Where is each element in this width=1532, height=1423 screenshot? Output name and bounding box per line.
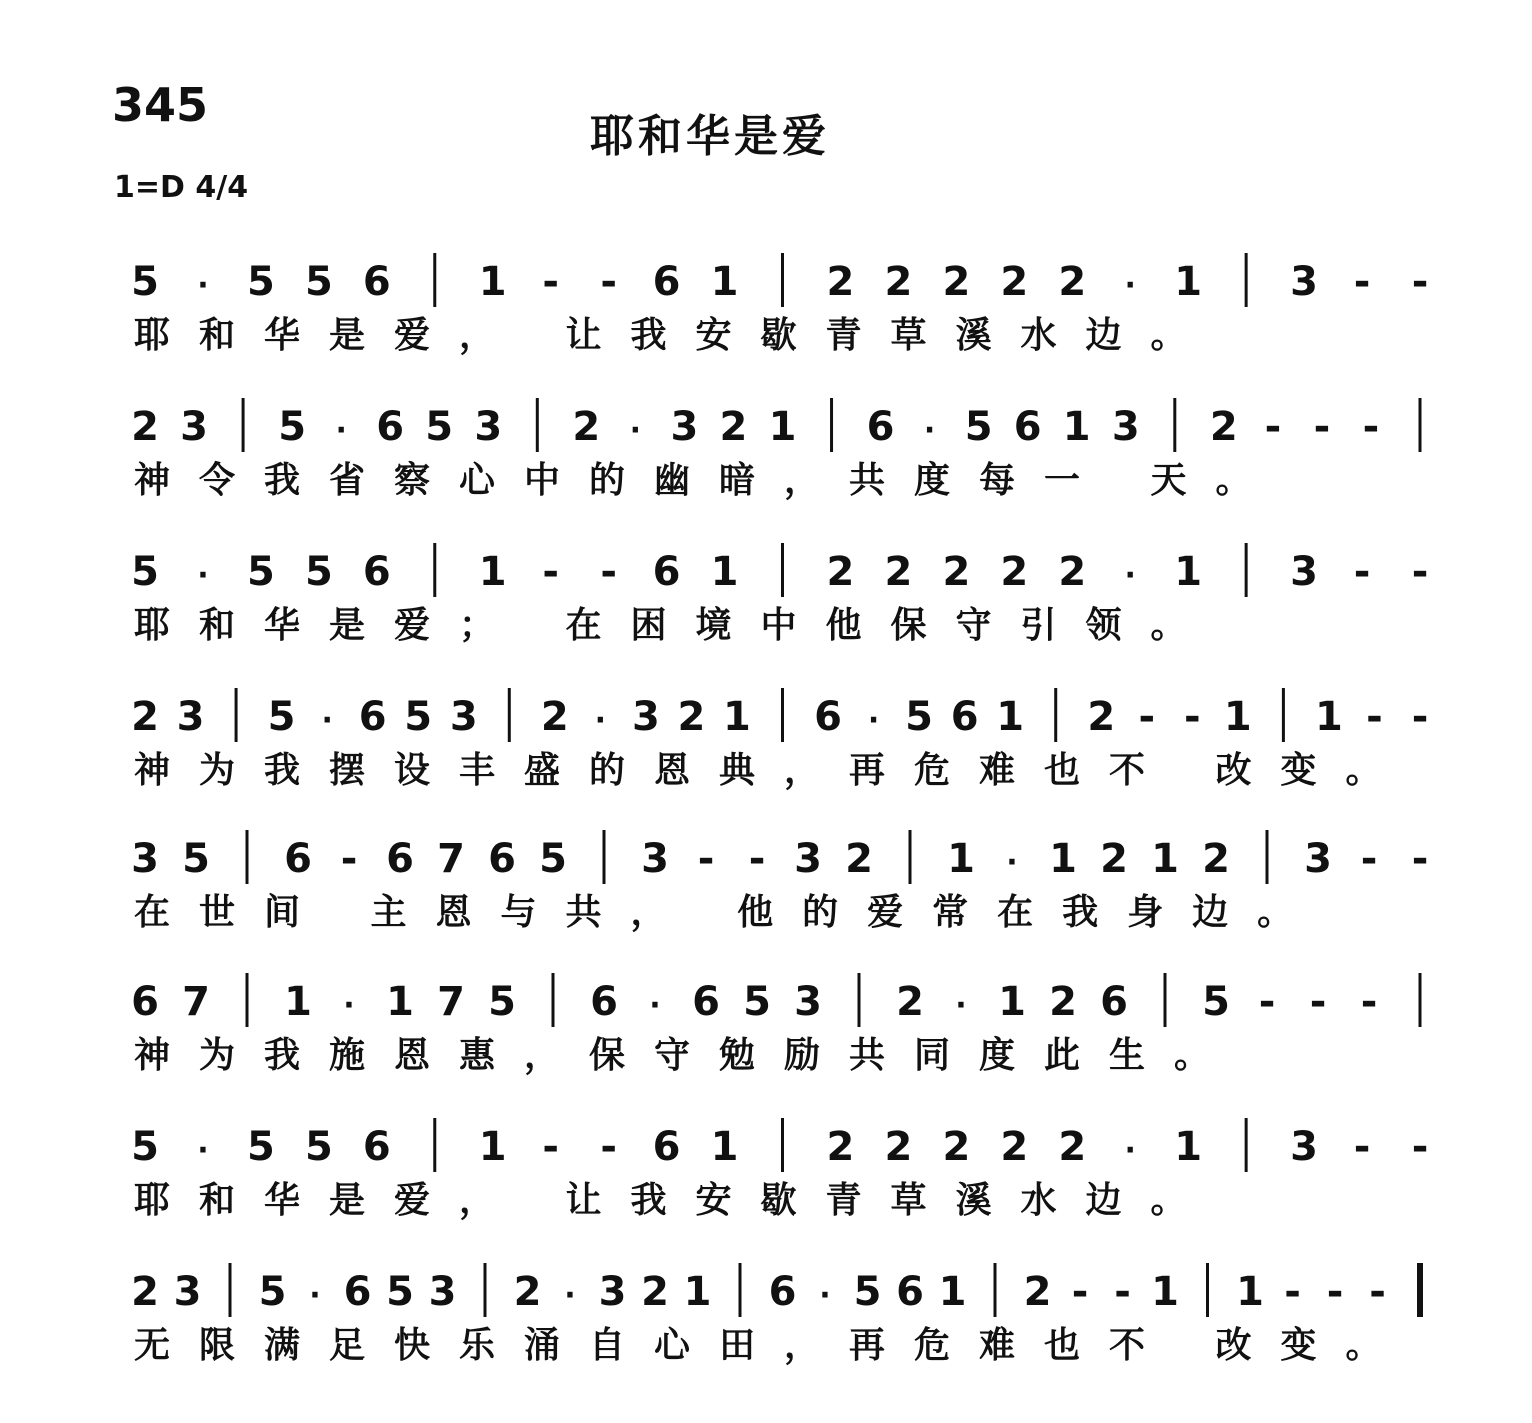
dot-mark: · — [564, 1278, 576, 1313]
note: 2 — [942, 1124, 971, 1170]
note: 5 — [246, 1124, 275, 1170]
note: 6 — [343, 1269, 372, 1315]
note: 5 — [258, 1269, 287, 1315]
score-line — [0, 535, 1532, 675]
note: 5 — [905, 694, 934, 740]
note: 2 — [1000, 1124, 1029, 1170]
note: 2 — [677, 694, 706, 740]
hold-dash: - — [542, 549, 559, 595]
note: 3 — [176, 694, 205, 740]
note: 6 — [362, 549, 391, 595]
note: 7 — [437, 836, 465, 882]
note: 2 — [131, 694, 159, 740]
note: 2 — [1100, 836, 1128, 882]
note: 2 — [826, 1124, 855, 1170]
note: 1 — [996, 694, 1025, 740]
note: 5 — [304, 259, 333, 305]
note: 2 — [131, 404, 159, 450]
lyrics-line: 神为我施恩惠，保守勉励共同度此生。 — [134, 1035, 1240, 1076]
hold-dash: - — [1411, 549, 1429, 595]
note: 2 — [1209, 404, 1238, 450]
hold-dash: - — [1309, 979, 1327, 1025]
note: 2 — [1023, 1269, 1052, 1315]
hold-dash: - — [1313, 404, 1331, 450]
note: 2 — [896, 979, 924, 1025]
note: 5 — [267, 694, 296, 740]
note: 2 — [1000, 259, 1029, 305]
note: 5 — [404, 694, 433, 740]
dot-mark: · — [321, 703, 333, 738]
score-line — [0, 965, 1532, 1105]
lyrics-line: 耶和华是爱； 在困境中他保守引领。 — [134, 605, 1216, 646]
note: 5 — [131, 549, 159, 595]
note: 2 — [826, 259, 855, 305]
note: 5 — [131, 259, 159, 305]
lyrics-line: 神为我摆设丰盛的恩典，再危难也不 改变。 — [134, 750, 1411, 791]
note: 6 — [376, 404, 405, 450]
note: 2 — [942, 259, 971, 305]
note: 3 — [428, 1269, 457, 1315]
score-line — [0, 822, 1532, 962]
note: 7 — [182, 979, 210, 1025]
note: 1 — [947, 836, 975, 882]
hold-dash: - — [1184, 694, 1201, 740]
note: 5 — [182, 836, 210, 882]
note: 1 — [1151, 836, 1179, 882]
note: 6 — [590, 979, 618, 1025]
hold-dash: - — [1284, 1269, 1301, 1315]
dot-mark: · — [309, 1278, 321, 1313]
dot-mark: · — [819, 1278, 831, 1313]
score-line — [0, 1255, 1532, 1395]
hold-dash: - — [1366, 694, 1383, 740]
note: 1 — [710, 549, 739, 595]
note: 1 — [710, 259, 739, 305]
note: 1 — [1315, 694, 1343, 740]
note: 5 — [304, 549, 333, 595]
note: 6 — [386, 836, 414, 882]
dot-mark: · — [1124, 1133, 1136, 1168]
dot-mark: · — [649, 988, 661, 1023]
note: 6 — [768, 1269, 797, 1315]
note: 2 — [131, 1269, 159, 1315]
dot-mark: · — [1124, 268, 1136, 303]
hold-dash: - — [1362, 404, 1380, 450]
note: 7 — [437, 979, 465, 1025]
score-line — [0, 245, 1532, 385]
hold-dash: - — [1353, 259, 1371, 305]
note: 3 — [1290, 549, 1319, 595]
hold-dash: - — [1264, 404, 1282, 450]
note: 6 — [950, 694, 979, 740]
hold-dash: - — [1326, 1269, 1344, 1315]
hold-dash: - — [1258, 979, 1276, 1025]
key-signature: 1=D 4/4 — [114, 170, 249, 205]
note: 2 — [845, 836, 873, 882]
note: 1 — [1223, 694, 1252, 740]
note: 2 — [572, 404, 601, 450]
note: 3 — [631, 694, 660, 740]
note: 5 — [386, 1269, 414, 1315]
note: 5 — [539, 836, 567, 882]
hold-dash: - — [1411, 1124, 1429, 1170]
hold-dash: - — [340, 836, 358, 882]
note: 6 — [358, 694, 387, 740]
hold-dash: - — [697, 836, 715, 882]
note: 1 — [723, 694, 751, 740]
note: 2 — [1202, 836, 1230, 882]
hold-dash: - — [1411, 694, 1429, 740]
hold-dash: - — [1369, 1269, 1386, 1315]
note: 2 — [1058, 549, 1087, 595]
note: 2 — [942, 549, 971, 595]
note: 2 — [513, 1269, 542, 1315]
score-line — [0, 680, 1532, 820]
note: 2 — [884, 259, 913, 305]
hold-dash: - — [1114, 1269, 1131, 1315]
note: 3 — [173, 1269, 202, 1315]
dot-mark: · — [343, 988, 355, 1023]
note: 3 — [641, 836, 669, 882]
note: 5 — [853, 1269, 882, 1315]
hold-dash: - — [600, 259, 617, 305]
hold-dash: - — [600, 1124, 617, 1170]
note: 2 — [1049, 979, 1077, 1025]
note: 2 — [884, 549, 913, 595]
note: 5 — [488, 979, 516, 1025]
note: 2 — [719, 404, 748, 450]
note: 3 — [1111, 404, 1140, 450]
note: 6 — [814, 694, 842, 740]
score-line — [0, 1110, 1532, 1250]
hold-dash: - — [1411, 836, 1429, 882]
note: 2 — [826, 549, 855, 595]
hold-dash: - — [1360, 979, 1378, 1025]
note: 6 — [362, 259, 391, 305]
note: 6 — [131, 979, 159, 1025]
note: 5 — [743, 979, 771, 1025]
dot-mark: · — [867, 703, 880, 738]
note: 6 — [866, 404, 895, 450]
note: 1 — [1174, 259, 1203, 305]
note: 6 — [652, 1124, 681, 1170]
note: 1 — [1062, 404, 1091, 450]
note: 1 — [710, 1124, 739, 1170]
hold-dash: - — [542, 1124, 559, 1170]
note: 3 — [598, 1269, 627, 1315]
note: 6 — [284, 836, 312, 882]
note: 2 — [1000, 549, 1029, 595]
note: 1 — [478, 549, 507, 595]
hold-dash: - — [1138, 694, 1156, 740]
note: 3 — [794, 836, 822, 882]
note: 5 — [246, 549, 275, 595]
note: 3 — [131, 836, 159, 882]
note: 6 — [362, 1124, 391, 1170]
note: 2 — [884, 1124, 913, 1170]
note: 1 — [683, 1269, 712, 1315]
note: 1 — [284, 979, 312, 1025]
lyrics-line: 耶和华是爱， 让我安歇青草溪水边。 — [134, 315, 1216, 356]
note: 1 — [1236, 1269, 1264, 1315]
note: 2 — [540, 694, 569, 740]
hold-dash: - — [1071, 1269, 1089, 1315]
hold-dash: - — [1411, 259, 1429, 305]
hold-dash: - — [600, 549, 617, 595]
hymn-number: 345 — [112, 78, 209, 132]
note: 3 — [794, 979, 822, 1025]
dot-mark: · — [197, 1133, 209, 1168]
score-line — [0, 390, 1532, 530]
note: 1 — [1174, 549, 1203, 595]
note: 1 — [1151, 1269, 1179, 1315]
dot-mark: · — [955, 988, 967, 1023]
note: 3 — [1290, 1124, 1319, 1170]
note: 1 — [478, 259, 507, 305]
note: 5 — [1202, 979, 1230, 1025]
note: 1 — [1174, 1124, 1203, 1170]
note: 6 — [488, 836, 516, 882]
note: 6 — [896, 1269, 924, 1315]
note: 6 — [652, 259, 681, 305]
note: 2 — [641, 1269, 669, 1315]
note: 3 — [474, 404, 503, 450]
dot-mark: · — [1124, 558, 1136, 593]
dot-mark: · — [197, 268, 209, 303]
note: 3 — [180, 404, 208, 450]
note: 2 — [1058, 259, 1087, 305]
lyrics-line: 神令我省察心中的幽暗，共度每一 天。 — [134, 460, 1281, 501]
note: 1 — [1049, 836, 1077, 882]
hold-dash: - — [1353, 1124, 1371, 1170]
dot-mark: · — [594, 703, 607, 738]
hold-dash: - — [542, 259, 559, 305]
note: 1 — [478, 1124, 507, 1170]
note: 1 — [768, 404, 797, 450]
note: 5 — [304, 1124, 333, 1170]
dot-mark: · — [1006, 845, 1018, 880]
dot-mark: · — [335, 413, 347, 448]
note: 3 — [1290, 259, 1319, 305]
note: 1 — [998, 979, 1026, 1025]
note: 5 — [278, 404, 307, 450]
note: 6 — [1013, 404, 1042, 450]
note: 3 — [1304, 836, 1332, 882]
note: 5 — [964, 404, 993, 450]
note: 3 — [670, 404, 699, 450]
hold-dash: - — [748, 836, 766, 882]
note: 2 — [1058, 1124, 1087, 1170]
dot-mark: · — [629, 413, 642, 448]
lyrics-line: 耶和华是爱， 让我安歇青草溪水边。 — [134, 1180, 1216, 1221]
note: 5 — [425, 404, 454, 450]
note: 3 — [449, 694, 478, 740]
note: 1 — [386, 979, 414, 1025]
note: 5 — [131, 1124, 159, 1170]
note: 2 — [1087, 694, 1116, 740]
note: 6 — [1100, 979, 1128, 1025]
note: 6 — [652, 549, 681, 595]
note: 1 — [938, 1269, 967, 1315]
hold-dash: - — [1353, 549, 1371, 595]
lyrics-line: 在世间 主恩与共， 他的爱常在我身边。 — [134, 892, 1323, 933]
hymn-title: 耶和华是爱 — [590, 111, 830, 162]
hold-dash: - — [1360, 836, 1378, 882]
note: 5 — [246, 259, 275, 305]
note: 6 — [692, 979, 720, 1025]
dot-mark: · — [923, 413, 936, 448]
lyrics-line: 无限满足快乐涌自心田，再危难也不 改变。 — [134, 1325, 1411, 1366]
dot-mark: · — [197, 558, 209, 593]
